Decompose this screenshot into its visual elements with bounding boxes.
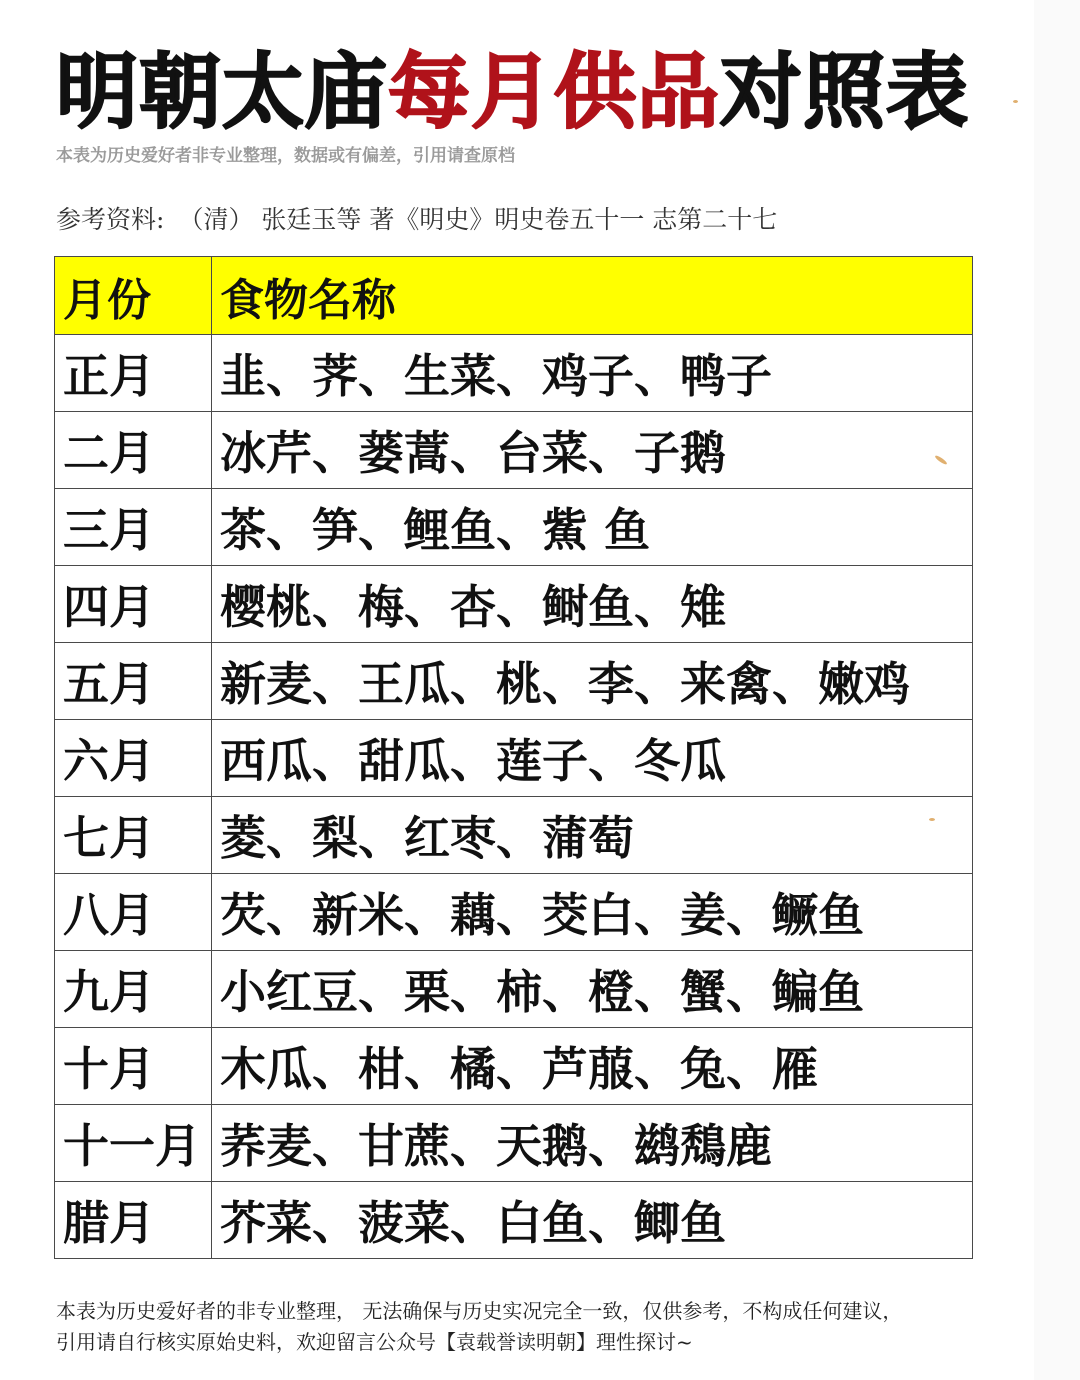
- paper-speck: [929, 818, 935, 821]
- page-title: [56, 38, 1016, 148]
- food-cell: 芡、新米、藕、茭白、姜、鳜鱼: [212, 874, 973, 951]
- table-row: [55, 489, 973, 566]
- food-cell: 樱桃、梅、杏、鲥鱼、雉: [212, 566, 973, 643]
- table-row: [55, 951, 973, 1028]
- food-cell: 韭、荠、生菜、鸡子、鸭子: [212, 335, 973, 412]
- title-part-1: 明朝太庙: [56, 45, 389, 140]
- table-row: [55, 412, 973, 489]
- food-cell: 芥菜、菠菜、白鱼、鲫鱼: [212, 1182, 973, 1259]
- table-row: [55, 874, 973, 951]
- table-row: [55, 720, 973, 797]
- table-row: [55, 1028, 973, 1105]
- header-month: 月份: [55, 257, 212, 335]
- month-cell: 正月: [55, 335, 212, 412]
- reference-label: 参考资料:: [56, 205, 165, 234]
- month-cell: 八月: [55, 874, 212, 951]
- footnote: [56, 1296, 986, 1358]
- disclaimer-subtitle: 本表为历史爱好者非专业整理，数据或有偏差，引用请查原档: [56, 146, 515, 166]
- footnote-line-1: 本表为历史爱好者的非专业整理， 无法确保与历史实况完全一致，仅供参考，不构成任何建议，: [56, 1299, 903, 1323]
- footnote-line-2: 引用请自行核实原始史料，欢迎留言公众号【袁载誉读明朝】理性探讨~: [56, 1330, 693, 1354]
- month-cell: 腊月: [55, 1182, 212, 1259]
- month-cell: 四月: [55, 566, 212, 643]
- table-row: [55, 797, 973, 874]
- food-cell: 冰芹、蒌蒿、台菜、子鹅: [212, 412, 973, 489]
- month-cell: 十一月: [55, 1105, 212, 1182]
- month-cell: 七月: [55, 797, 212, 874]
- title-part-3: 对照表: [720, 45, 970, 140]
- month-cell: 十月: [55, 1028, 212, 1105]
- food-cell: 荞麦、甘蔗、天鹅、鹚鵚鹿: [212, 1105, 973, 1182]
- table-row: [55, 335, 973, 412]
- month-cell: 五月: [55, 643, 212, 720]
- food-cell: 小红豆、栗、柿、橙、蟹、鳊鱼: [212, 951, 973, 1028]
- table-row: [55, 1105, 973, 1182]
- food-cell: 西瓜、甜瓜、莲子、冬瓜: [212, 720, 973, 797]
- title-part-2-highlight: 每月供品: [388, 45, 721, 140]
- table-row: [55, 643, 973, 720]
- header-food: 食物名称: [212, 257, 973, 335]
- paper-speck: [1013, 100, 1018, 103]
- table-row: [55, 566, 973, 643]
- reference-source: （清） 张廷玉等 著《明史》明史卷五十一 志第二十七: [178, 205, 778, 234]
- month-cell: 三月: [55, 489, 212, 566]
- month-cell: 六月: [55, 720, 212, 797]
- food-cell: 菱、梨、红枣、蒲萄: [212, 797, 973, 874]
- month-cell: 二月: [55, 412, 212, 489]
- food-cell: 新麦、王瓜、桃、李、来禽、嫩鸡: [212, 643, 973, 720]
- table-row: [55, 1182, 973, 1259]
- offerings-table: [54, 256, 973, 1259]
- food-cell: 木瓜、柑、橘、芦菔、兔、雁: [212, 1028, 973, 1105]
- month-cell: 九月: [55, 951, 212, 1028]
- page-right-margin: [1034, 0, 1080, 1380]
- table-header-row: [55, 257, 973, 335]
- reference-line: [56, 200, 777, 240]
- food-cell: 茶、笋、鲤鱼、鮆 鱼: [212, 489, 973, 566]
